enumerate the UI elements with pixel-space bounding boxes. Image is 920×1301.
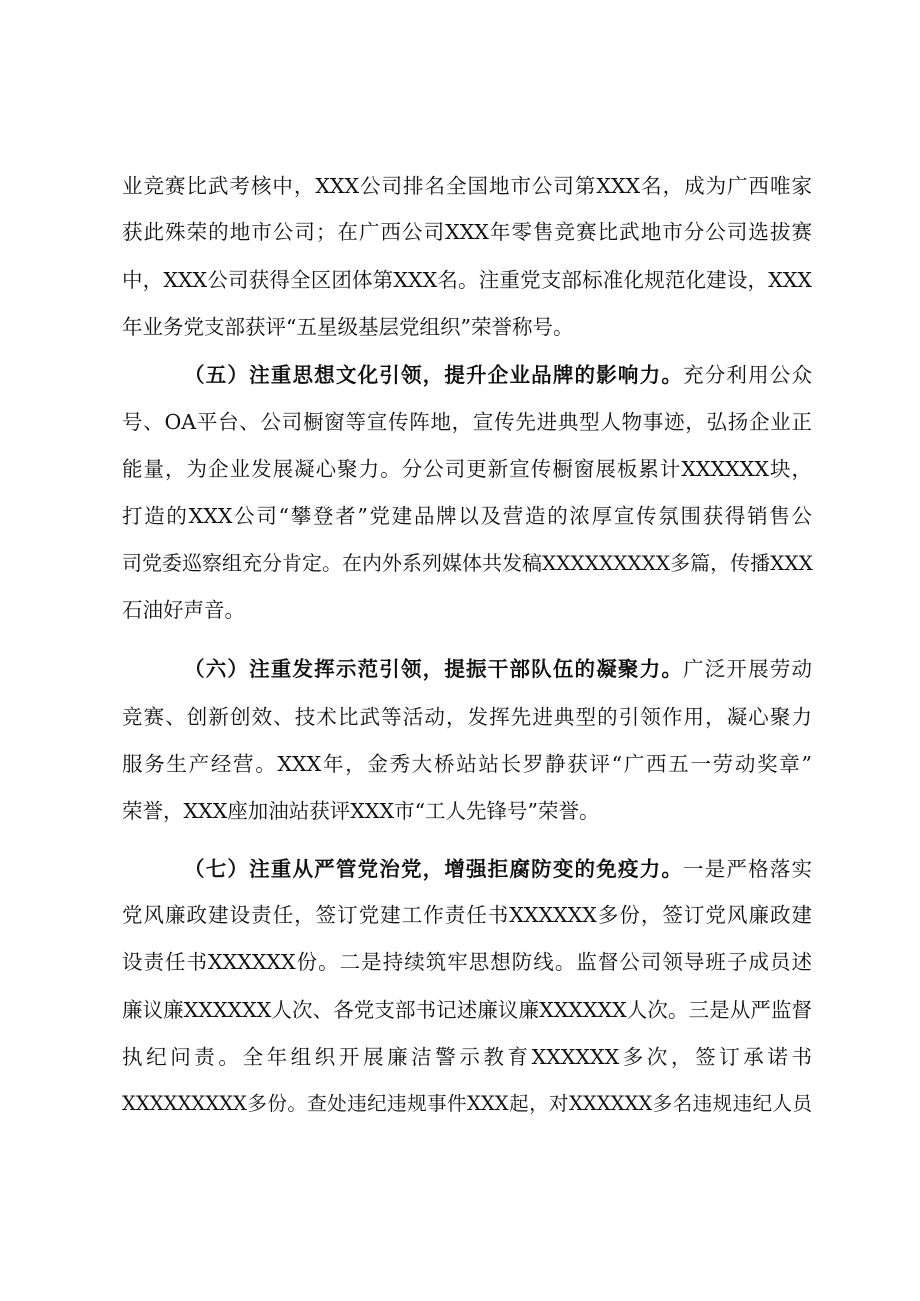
paragraph-1-line-2: 获此殊荣的地市公司；在广西公司XXX年零售竞赛比武地市分公司选拔赛	[122, 220, 812, 244]
section-6-heading: （六）注重发挥示范引领，提振干部队伍的凝聚力。	[184, 657, 684, 681]
paragraph-3-first-line	[184, 649, 812, 689]
paragraph-4-line-5: 执纪问责。全年组织开展廉洁警示教育XXXXXX多次，签订承诺书	[122, 1045, 812, 1069]
paragraph-2-line-5: 司党委巡察组充分肯定。在内外系列媒体共发稿XXXXXXXXX多篇，传播XXX	[122, 551, 813, 575]
paragraph-4-line-3: 设责任书XXXXXX份。二是持续筑牢思想防线。监督公司领导班子成员述	[122, 950, 812, 974]
section-5-heading: （五）注重思想文化引领，提升企业品牌的影响力。	[184, 363, 684, 387]
paragraph-3-line-4: 荣誉，XXX座加油站获评XXX市“工人先锋号”荣誉。	[122, 799, 600, 823]
paragraph-4-line-2: 党风廉政建设责任，签订党建工作责任书XXXXXX多份，签订党风廉政建	[122, 903, 812, 927]
paragraph-3-line-1-text: 广泛开展劳动	[683, 657, 813, 681]
paragraph-4-line-4: 廉议廉XXXXXX人次、各党支部书记述廉议廉XXXXXX人次。三是从严监督	[122, 998, 812, 1022]
paragraph-3-line-3: 服务生产经营。XXX年，金秀大桥站站长罗静获评“广西五一劳动奖章”	[122, 752, 812, 776]
paragraph-2-line-4: 打造的XXX公司“攀登者”党建品牌以及营造的浓厚宣传氛围获得销售公	[122, 504, 812, 528]
paragraph-2-line-3: 能量，为企业发展凝心聚力。分公司更新宣传橱窗展板累计XXXXXX块，	[122, 457, 812, 481]
paragraph-3-line-2: 竞赛、创新创效、技术比武等活动，发挥先进典型的引领作用，凝心聚力	[122, 705, 812, 729]
section-7-heading: （七）注重从严管党治党，增强拒腐防变的免疫力。	[184, 857, 684, 881]
paragraph-2-line-6: 石油好声音。	[122, 598, 245, 622]
paragraph-1-line-4: 年业务党支部获评“五星级基层党组织”荣誉称号。	[122, 315, 574, 339]
paragraph-2-first-line	[184, 355, 812, 395]
paragraph-1-line-3: 中，XXX公司获得全区团体第XXX名。注重党支部标准化规范化建设，XXX	[122, 268, 812, 292]
paragraph-4-first-line	[184, 849, 812, 889]
paragraph-4-line-1-text: 一是严格落实	[683, 857, 813, 881]
paragraph-4-line-6: XXXXXXXXX多份。查处违纪违规事件XXX起，对XXXXXX多名违规违纪人员	[122, 1092, 812, 1115]
paragraph-2-line-2: 号、OA平台、公司橱窗等宣传阵地，宣传先进典型人物事迹，弘扬企业正	[122, 410, 812, 434]
paragraph-2-line-1-text: 充分利用公众	[683, 363, 813, 387]
paragraph-1-line-1: 业竞赛比武考核中，XXX公司排名全国地市公司第XXX名，成为广西唯家	[122, 174, 812, 198]
